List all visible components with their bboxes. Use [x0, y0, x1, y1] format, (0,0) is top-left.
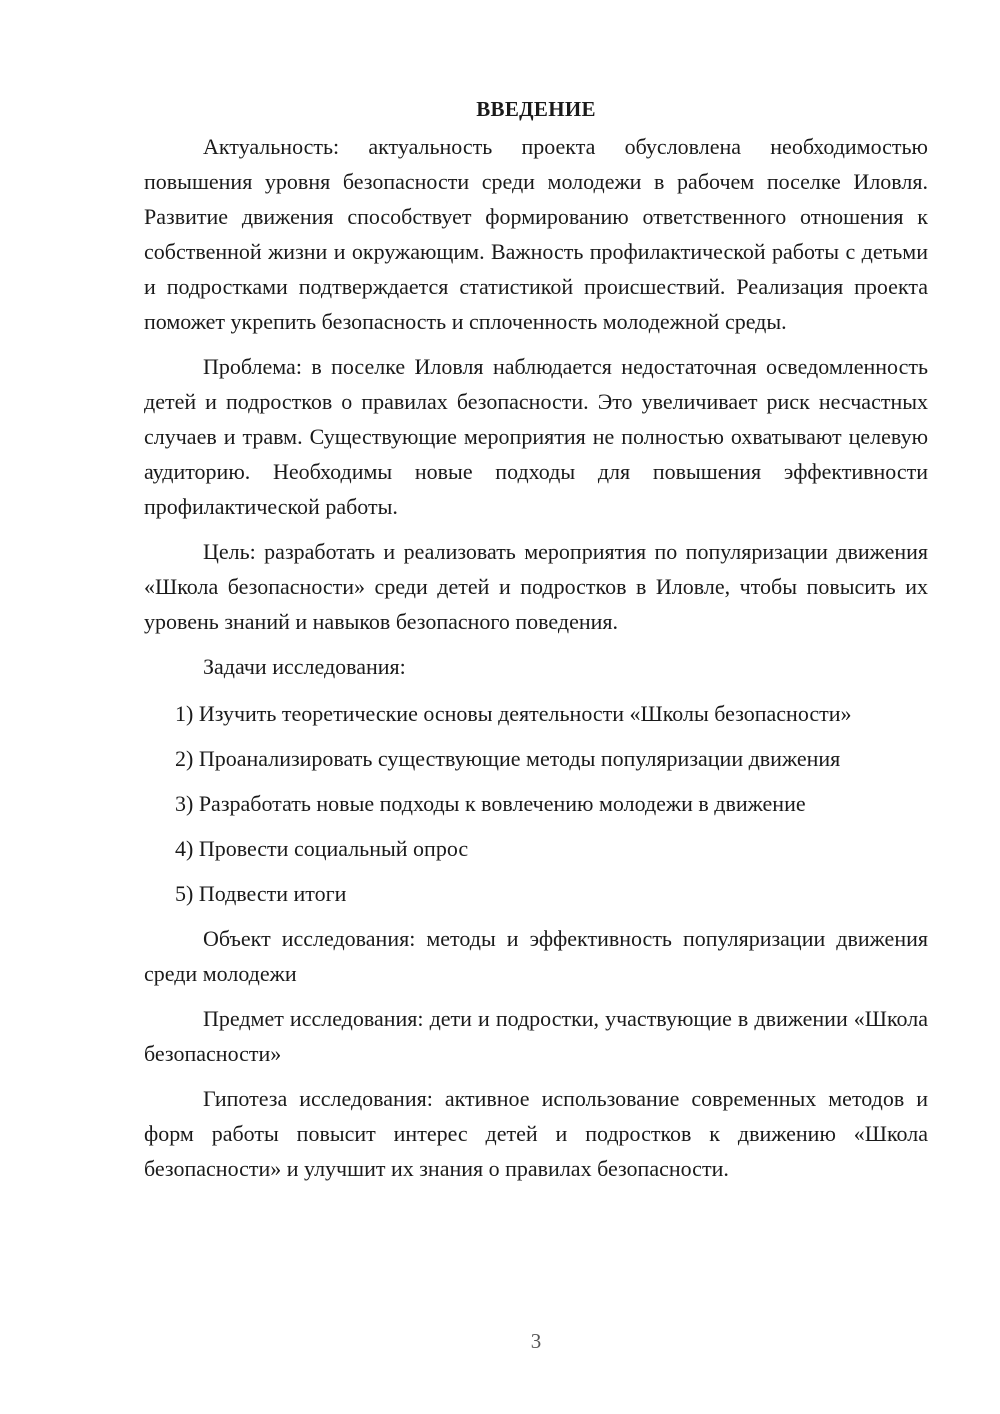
task-item-2: 2) Проанализировать существующие методы популяризации движения — [175, 746, 841, 771]
tasks-list — [144, 696, 928, 911]
task-item-3: 3) Разработать новые подходы к вовлечению молодежи в движение — [175, 791, 806, 816]
paragraph-problem: Проблема: в поселке Иловля наблюдается недостаточная осведомленность детей и подростков о правилах безопасности. Это увеличивает риск несчастных случаев и травм. Существующие мероприятия не полностью охватывают целевую аудиторию. Необходимы новые подходы для повышения эффективности профилактической работы. — [144, 354, 928, 519]
tasks-heading: Задачи исследования: — [203, 654, 406, 679]
task-item-1: 1) Изучить теоретические основы деятельности «Школы безопасности» — [175, 701, 852, 726]
paragraph-relevance: Актуальность: актуальность проекта обусловлена необходимостью повышения уровня безопасности среди молодежи в рабочем поселке Иловля. Развитие движения способствует формированию ответственного отношения к собственной жизни и окружающим. Важность профилактической работы с детьми и подростками подтверждается статистикой происшествий. Реализация проекта поможет укрепить безопасность и сплоченность молодежной среды. — [144, 134, 928, 334]
paragraph-subject: Предмет исследования: дети и подростки, участвующие в движении «Школа безопасности» — [144, 1006, 928, 1066]
task-item-4: 4) Провести социальный опрос — [175, 836, 469, 861]
document-page — [144, 92, 928, 1186]
section-title: ВВЕДЕНИЕ — [476, 97, 596, 121]
paragraph-object: Объект исследования: методы и эффективность популяризации движения среди молодежи — [144, 926, 928, 986]
paragraph-goal: Цель: разработать и реализовать мероприятия по популяризации движения «Школа безопасности» среди детей и подростков в Иловле, чтобы повысить их уровень знаний и навыков безопасного поведения. — [144, 539, 928, 634]
task-item-5: 5) Подвести итоги — [175, 881, 347, 906]
paragraph-hypothesis: Гипотеза исследования: активное использование современных методов и форм работы повысит интерес детей и подростков к движению «Школа безопасности» и улучшит их знания о правилах безопасности. — [144, 1086, 928, 1181]
page-number: 3 — [530, 1329, 542, 1353]
